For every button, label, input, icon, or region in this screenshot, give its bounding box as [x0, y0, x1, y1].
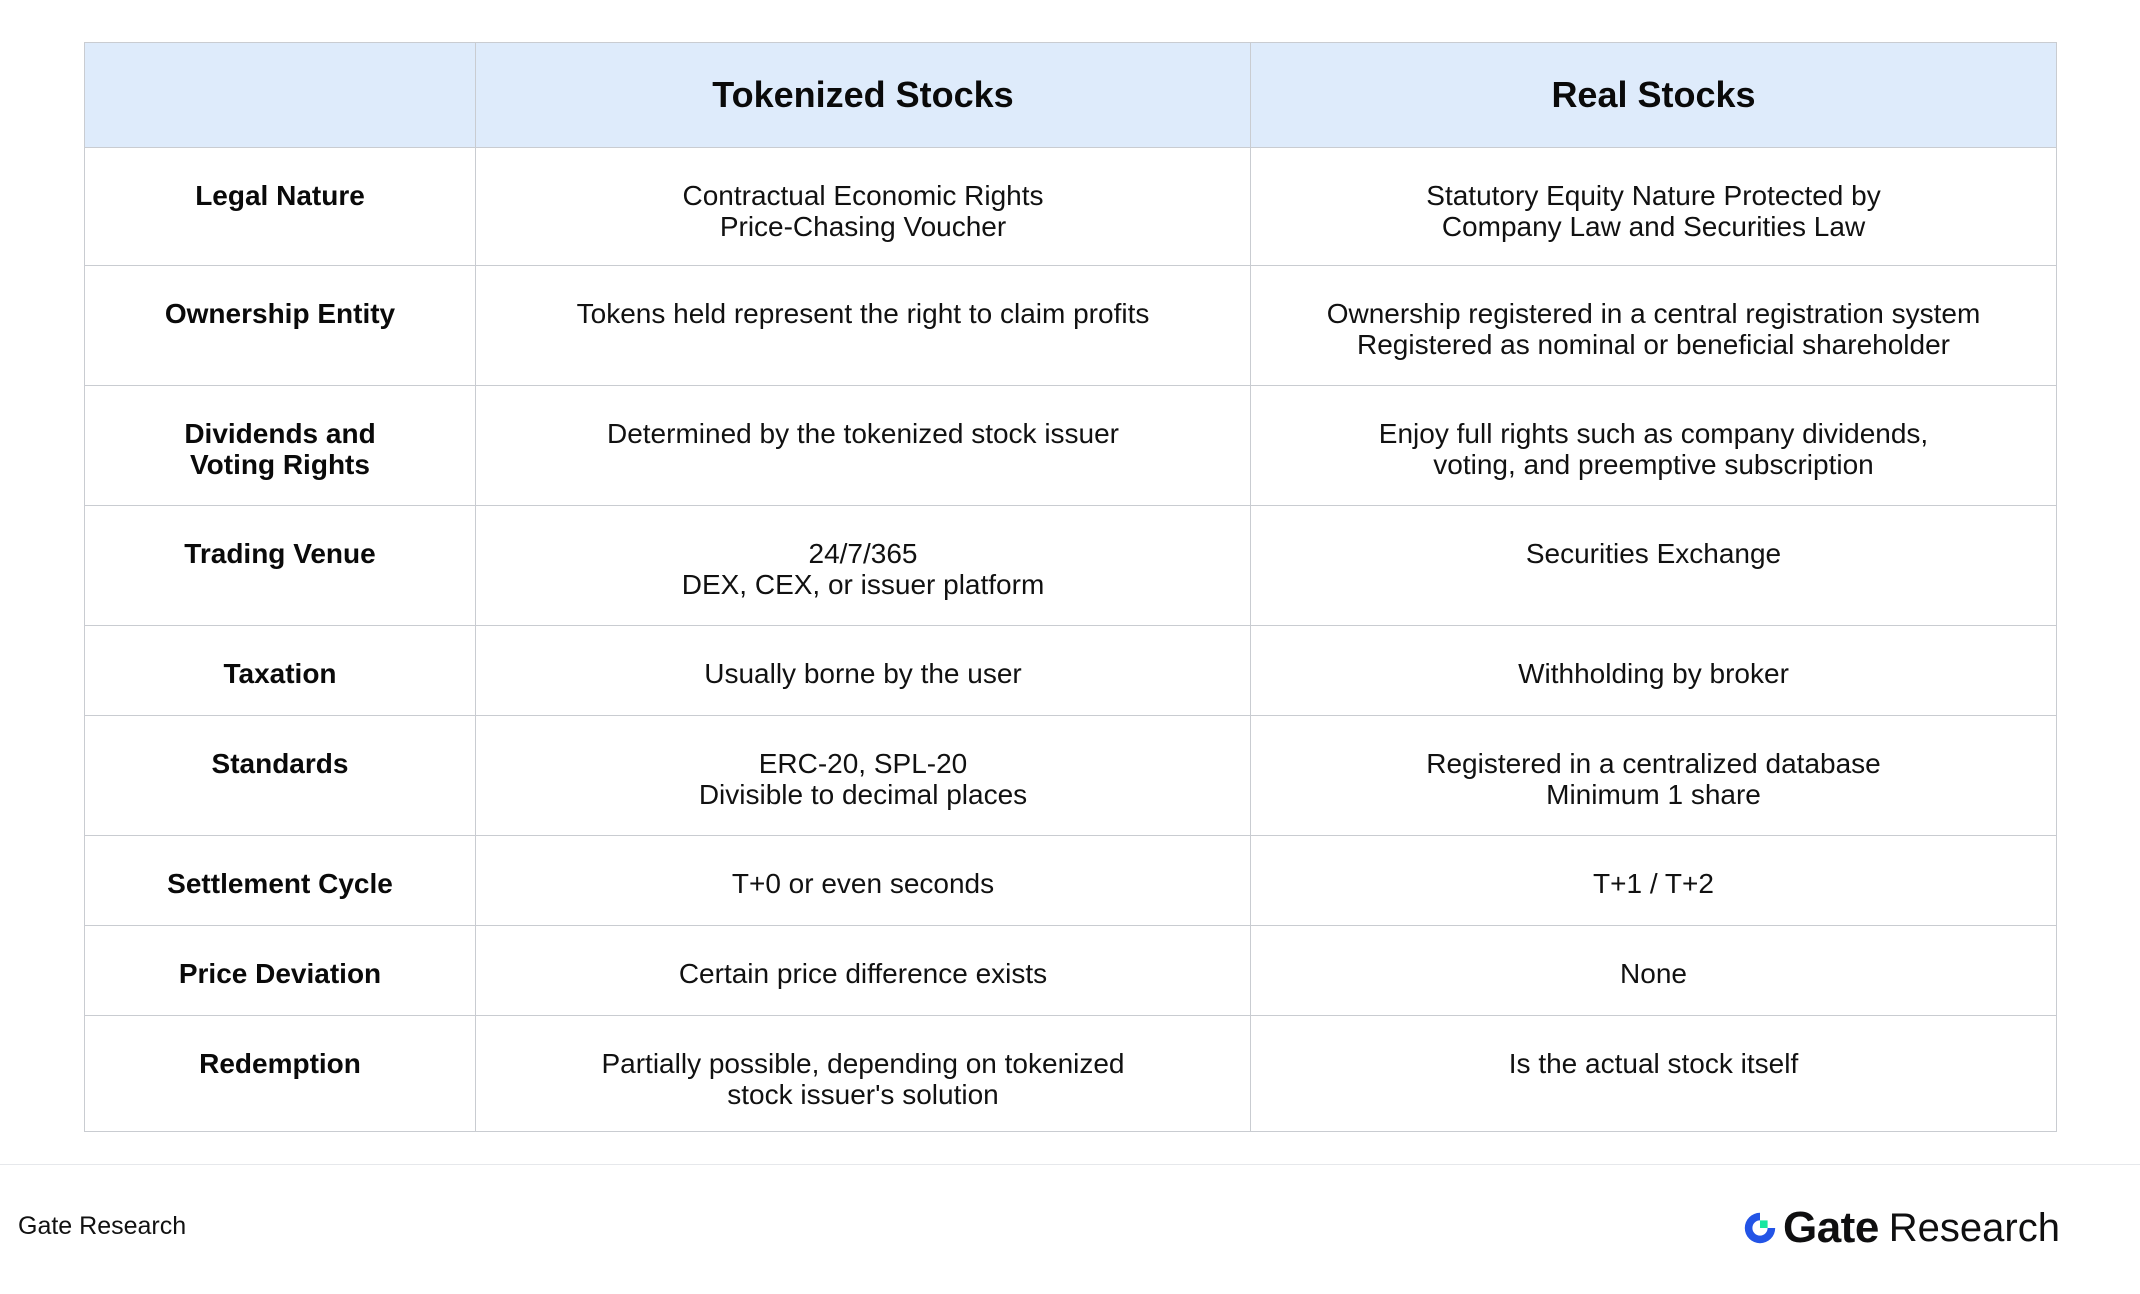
row-label [85, 626, 476, 716]
gate-logo-icon [1741, 1209, 1779, 1247]
footer-source-text: Gate Research [18, 1212, 187, 1240]
row-label [85, 716, 476, 836]
table-row [85, 1016, 2057, 1132]
tokenized-stocks-cell [476, 626, 1251, 716]
row-label [85, 836, 476, 926]
row-label [85, 386, 476, 506]
tokenized-stocks-cell [476, 506, 1251, 626]
tokenized-stocks-cell [476, 1016, 1251, 1132]
footer-divider [0, 1164, 2140, 1165]
row-label-line: Legal Nature [195, 180, 365, 211]
comparison-table-container [84, 42, 2056, 1132]
row-label-line: Price Deviation [178, 958, 382, 989]
real-stocks-cell [1251, 716, 2057, 836]
table-header-row [85, 43, 2057, 148]
row-label-line: Voting Rights [190, 449, 370, 480]
cell-text-line: Certain price difference exists [678, 958, 1048, 989]
cell-text-line: stock issuer's solution [727, 1079, 999, 1110]
cell-text-line: voting, and preemptive subscription [1433, 449, 1874, 480]
table-row [85, 716, 2057, 836]
cell-text-line: Contractual Economic Rights [682, 180, 1044, 211]
cell-text-line: Minimum 1 share [1546, 779, 1761, 810]
cell-text-line: Usually borne by the user [704, 658, 1022, 689]
table-row [85, 148, 2057, 266]
cell-text-line: Securities Exchange [1525, 538, 1782, 569]
row-label-line: Redemption [199, 1048, 361, 1079]
brand-logo-lockup [1741, 1202, 2060, 1254]
row-label [85, 1016, 476, 1132]
cell-text-line: ERC-20, SPL-20 [758, 748, 968, 779]
cell-text-line: Ownership registered in a central registration system [1326, 298, 1981, 329]
table-row [85, 626, 2057, 716]
table-row [85, 386, 2057, 506]
row-label-line: Trading Venue [184, 538, 376, 569]
row-label [85, 506, 476, 626]
row-label [85, 148, 476, 266]
tokenized-stocks-cell [476, 716, 1251, 836]
cell-text-line: DEX, CEX, or issuer platform [681, 569, 1045, 600]
brand-research-wordmark: Research [1888, 1205, 2060, 1250]
table-body [85, 148, 2057, 1132]
tokenized-stocks-cell [476, 266, 1251, 386]
header-tokenized-stocks: Tokenized Stocks [476, 43, 1251, 148]
cell-text-line: Company Law and Securities Law [1441, 211, 1866, 242]
real-stocks-cell [1251, 266, 2057, 386]
real-stocks-cell [1251, 506, 2057, 626]
real-stocks-cell [1251, 926, 2057, 1016]
cell-text-line: Is the actual stock itself [1508, 1048, 1799, 1079]
header-empty-cell [85, 43, 476, 148]
tokenized-stocks-cell [476, 836, 1251, 926]
real-stocks-cell [1251, 626, 2057, 716]
real-stocks-cell [1251, 836, 2057, 926]
table-row [85, 926, 2057, 1016]
cell-text-line: Registered as nominal or beneficial shareholder [1356, 329, 1950, 360]
real-stocks-cell [1251, 386, 2057, 506]
brand-gate-wordmark: Gate [1782, 1203, 1879, 1252]
table-row [85, 506, 2057, 626]
cell-text-line: Withholding by broker [1518, 658, 1789, 689]
header-real-stocks: Real Stocks [1251, 43, 2057, 148]
tokenized-stocks-cell [476, 148, 1251, 266]
cell-text-line: Determined by the tokenized stock issuer [606, 418, 1120, 449]
cell-text-line: Statutory Equity Nature Protected by [1426, 180, 1881, 211]
tokenized-stocks-cell [476, 386, 1251, 506]
cell-text-line: T+1 / T+2 [1593, 868, 1714, 899]
cell-text-line: T+0 or even seconds [731, 868, 995, 899]
tokenized-stocks-cell [476, 926, 1251, 1016]
cell-text-line: 24/7/365 [808, 538, 918, 569]
cell-text-line: Registered in a centralized database [1426, 748, 1881, 779]
comparison-table [84, 42, 2057, 1132]
row-label [85, 266, 476, 386]
cell-text-line: Tokens held represent the right to claim profits [576, 298, 1150, 329]
cell-text-line: None [1620, 958, 1687, 989]
row-label-line: Dividends and [184, 418, 376, 449]
cell-text-line: Partially possible, depending on tokenized [601, 1048, 1125, 1079]
cell-text-line: Price-Chasing Voucher [719, 211, 1007, 242]
cell-text-line: Divisible to decimal places [698, 779, 1028, 810]
row-label-line: Taxation [223, 658, 337, 689]
table-row [85, 266, 2057, 386]
row-label-line: Settlement Cycle [167, 868, 393, 899]
row-label [85, 926, 476, 1016]
table-row [85, 836, 2057, 926]
row-label-line: Ownership Entity [164, 298, 396, 329]
cell-text-line: Enjoy full rights such as company dividends, [1378, 418, 1929, 449]
real-stocks-cell [1251, 148, 2057, 266]
real-stocks-cell [1251, 1016, 2057, 1132]
row-label-line: Standards [211, 748, 349, 779]
